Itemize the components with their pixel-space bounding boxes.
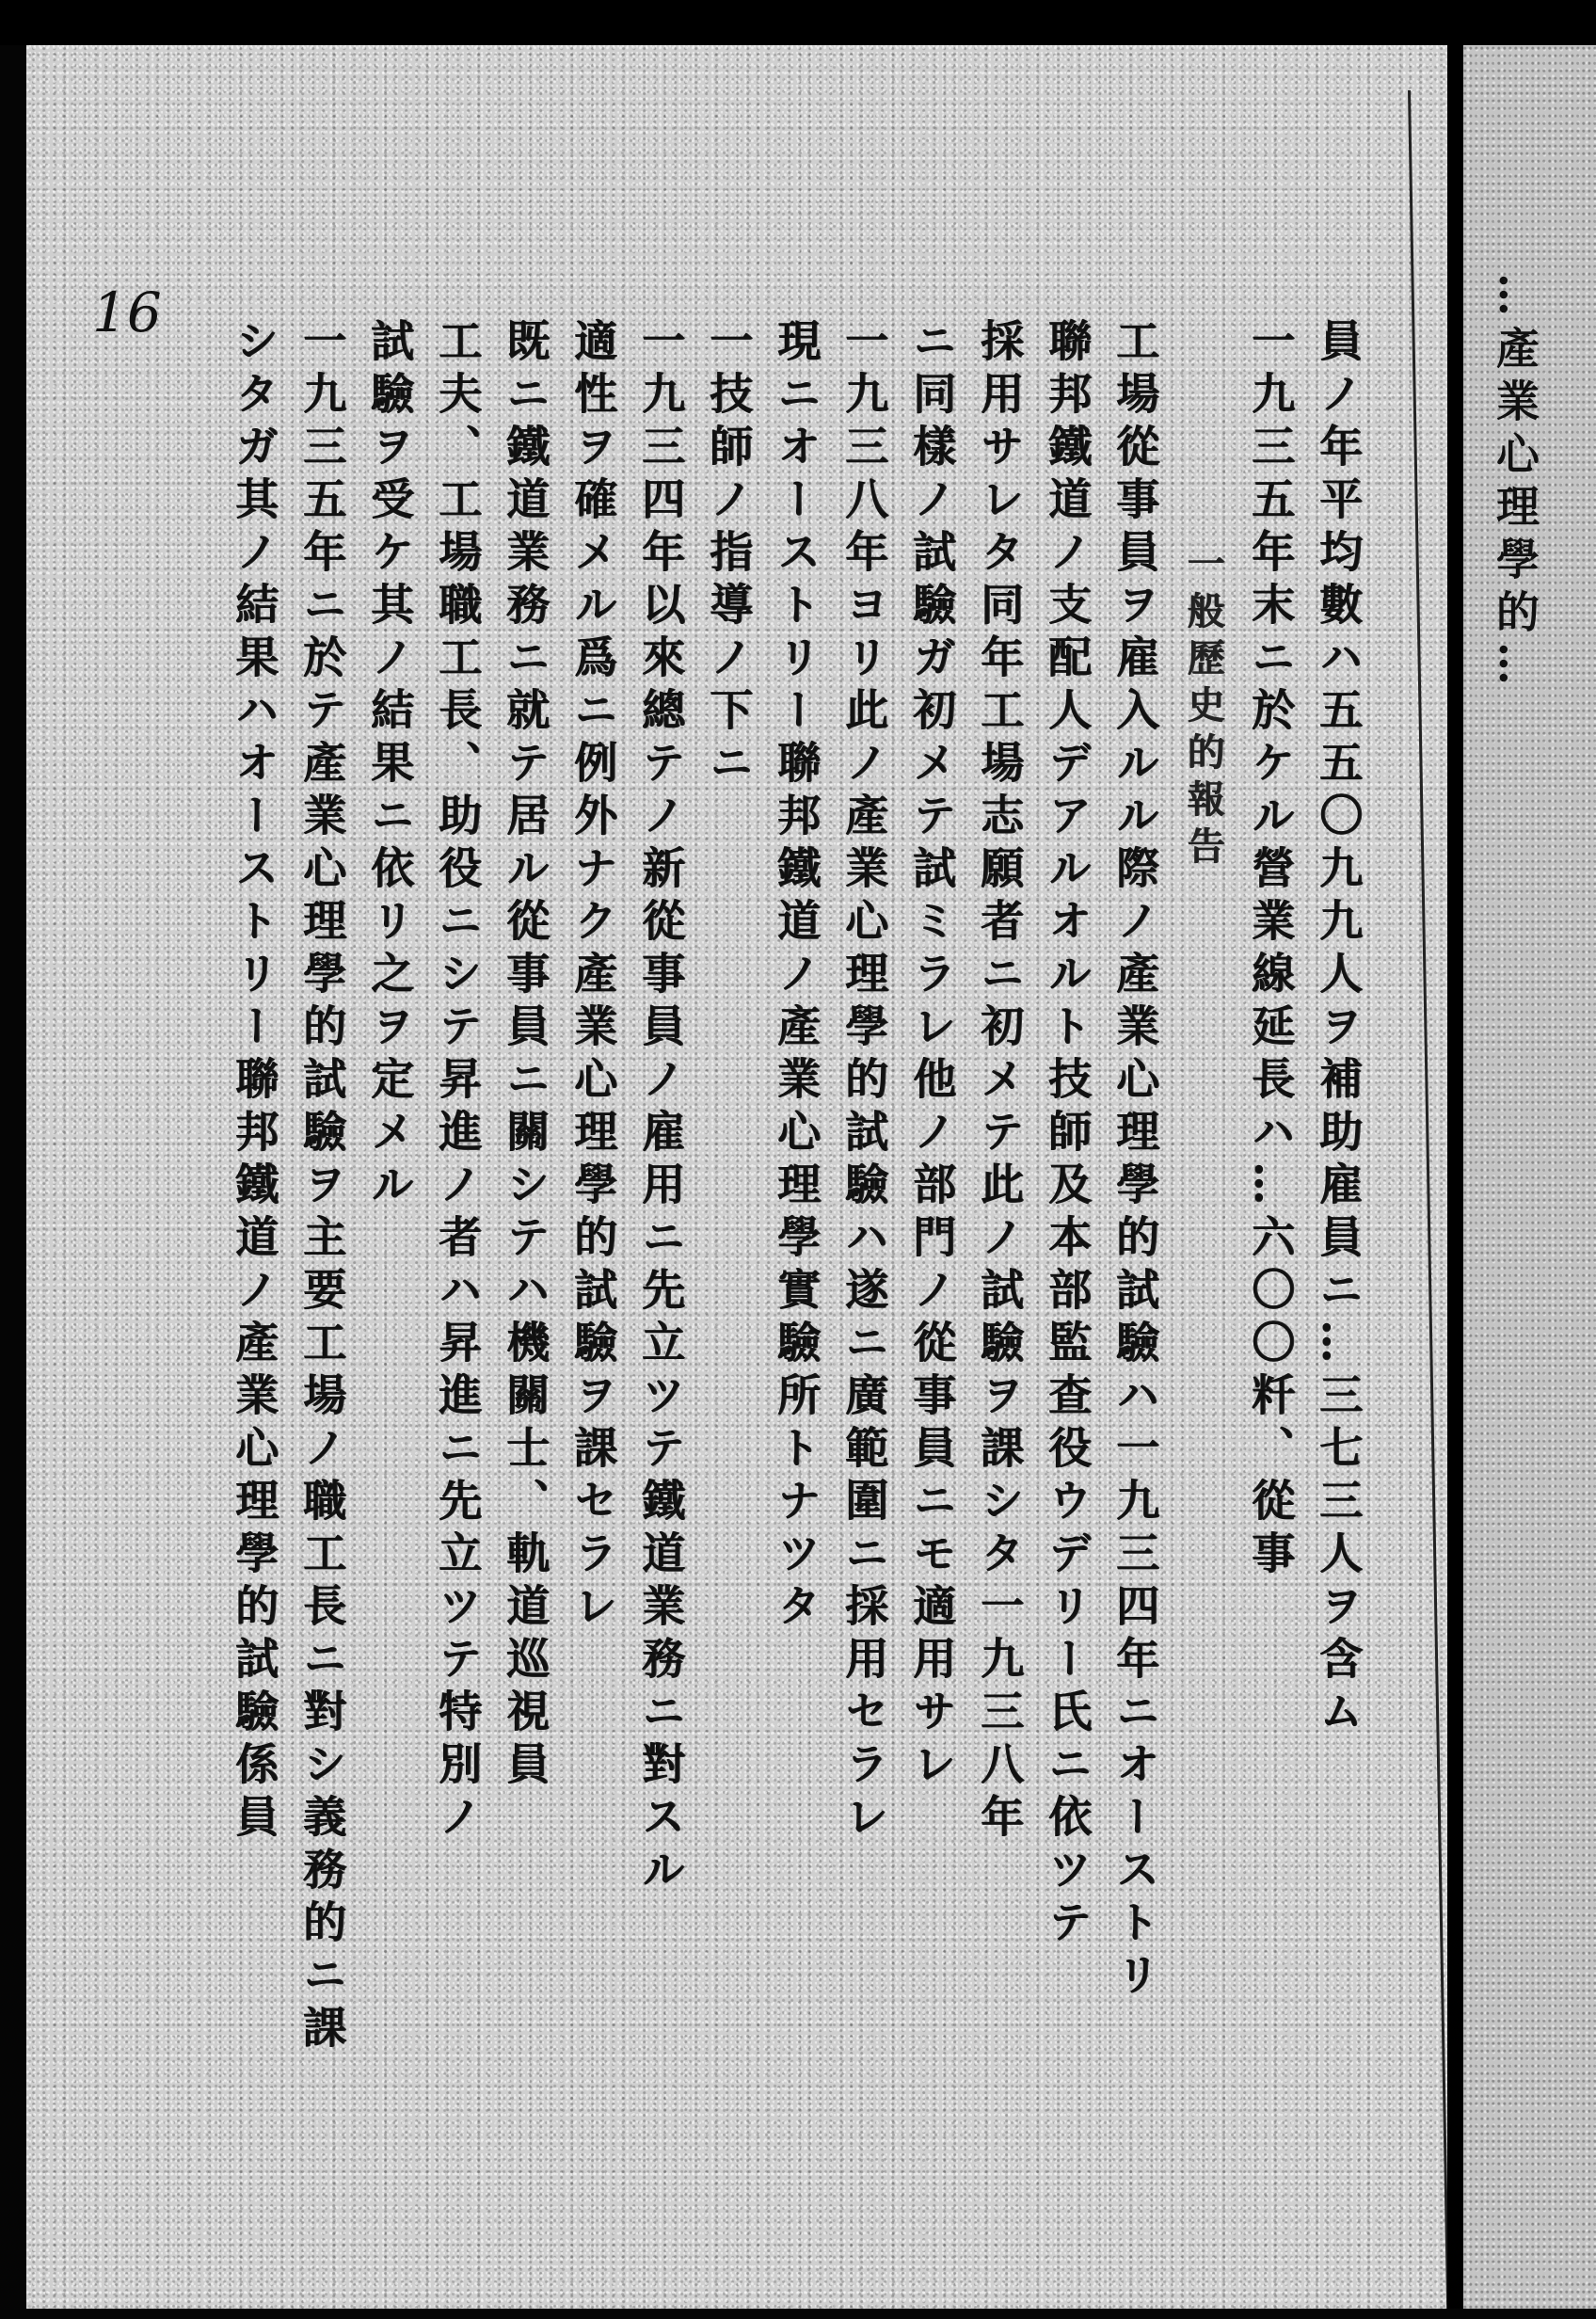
left-page: [26, 45, 1447, 2309]
text-column: 工場從事員ヲ雇入ルル際ノ產業心理學的試驗ハ一九三四年ニオーストリ: [1109, 318, 1160, 2005]
page-fold-line: [1408, 90, 1447, 2309]
text-column: ニ同樣ノ試驗ガ初メテ試ミラレ他ノ部門ノ從事員ニモ適用サレ: [906, 318, 957, 1794]
text-column: 既ニ鐵道業務ニ就テ居ル從事員ニ關シテハ機關士、軌道巡視員: [500, 318, 551, 1794]
text-column: 一九三八年ヨリ此ノ產業心理學的試驗ハ遂ニ廣範圍ニ採用セラレ: [838, 318, 889, 1847]
page-number: 16: [92, 280, 162, 344]
book-gutter: [1447, 45, 1463, 2309]
text-column: 員ノ年平均數ハ五五〇九九人ヲ補助雇員ニ…三七三人ヲ含ム: [1313, 318, 1364, 1741]
text-column: 一技師ノ指導ノ下ニ: [703, 318, 754, 792]
text-column: 工夫、工場職工長、助役ニシテ昇進ノ者ハ昇進ニ先立ツテ特別ノ: [432, 318, 483, 1847]
text-column: 聯邦鐵道ノ支配人デアルオルト技師及本部監查役ウデリー氏ニ依ツテ: [1042, 318, 1093, 1952]
text-column: 採用サレタ同年工場志願者ニ初メテ此ノ試驗ヲ課シタ一九三八年: [974, 318, 1025, 1847]
text-column: 試驗ヲ受ケ其ノ結果ニ依リ之ヲ定メル: [364, 318, 415, 1214]
text-column: シタガ其ノ結果ハオーストリー聯邦鐵道ノ產業心理學的試驗係員: [229, 318, 279, 1847]
text-column: 適性ヲ確メル爲ニ例外ナク產業心理學的試驗ヲ課セラレ: [567, 318, 618, 1636]
text-column: …產業心理學的…: [1490, 273, 1540, 695]
section-heading: 一般歷史的報告: [1181, 544, 1225, 873]
right-page-text: [1482, 273, 1548, 2296]
text-column: 一九三五年末ニ於ケル營業線延長ハ…六〇〇粁、從事: [1245, 318, 1296, 1583]
vertical-text-block: [120, 318, 1372, 2309]
text-column: 現ニオーストリー聯邦鐵道ノ產業心理學實驗所トナツタ: [771, 318, 822, 1636]
scan-top-border: [0, 0, 1596, 45]
text-column: 一九三五年ニ於テ產業心理學的試驗ヲ主要工場ノ職工長ニ對シ義務的ニ課: [296, 318, 347, 2057]
text-column: 一九三四年以來總テノ新從事員ノ雇用ニ先立ツテ鐵道業務ニ對スル: [635, 318, 686, 1899]
